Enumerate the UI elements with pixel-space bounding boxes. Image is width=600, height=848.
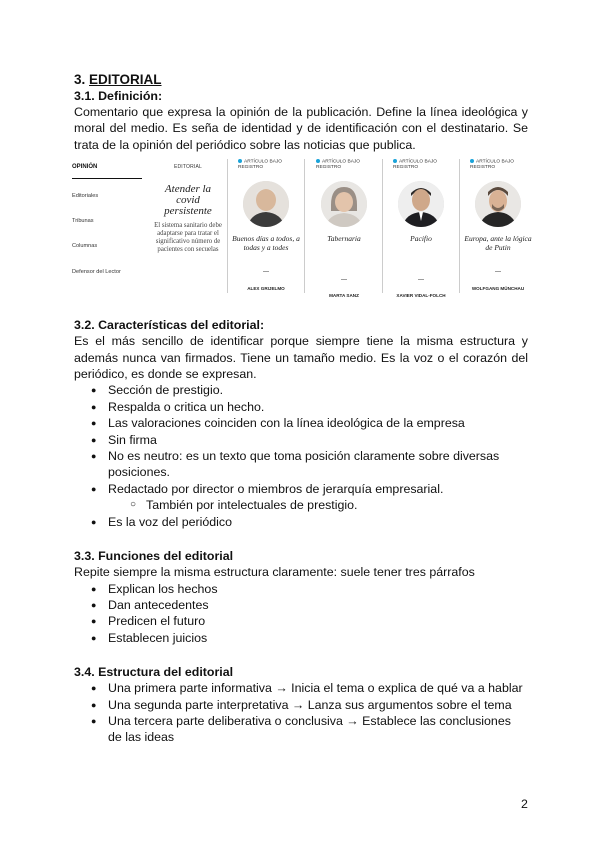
author-photo bbox=[475, 181, 521, 227]
list-item: ● Redactado por director o miembros de jerarquía empresarial. bbox=[108, 481, 528, 497]
list-item: ● Explican los hechos bbox=[108, 581, 528, 597]
list-item: ● Dan antecedentes bbox=[108, 597, 528, 613]
page-number: 2 bbox=[521, 797, 528, 811]
list-item: ● Una segunda parte interpretativa → Lanza sus argumentos sobre el tema bbox=[108, 697, 528, 713]
card-tag bbox=[308, 159, 380, 171]
dash-divider: — bbox=[418, 276, 424, 283]
caracteristicas-list bbox=[74, 382, 528, 497]
card-author: MARTA SANZ bbox=[329, 293, 359, 299]
editorial-headline: Atender la covid persistente bbox=[164, 182, 212, 217]
author-photo bbox=[321, 181, 367, 227]
card-tag bbox=[385, 159, 457, 171]
funciones-paragraph: Repite siempre la misma estructura claramente: suele tener tres párrafos bbox=[74, 565, 475, 580]
editorial-label: EDITORIAL bbox=[173, 164, 203, 171]
blue-dot-icon bbox=[316, 159, 320, 163]
subheading-funciones: 3.3. Funciones del editorial bbox=[74, 549, 234, 564]
opinion-menu-item: Editoriales bbox=[72, 192, 99, 199]
card-author: WOLFGANG MÜNCHAU bbox=[471, 285, 525, 291]
opinion-menu-item: Columnas bbox=[72, 243, 98, 250]
subheading-caracteristicas: 3.2. Características del editorial: bbox=[74, 318, 265, 333]
editorial-summary: El sistema sanitario debe adaptarse para tratar el significativo número de pacientes con secuelas bbox=[154, 221, 222, 253]
list-item: ● Una tercera parte deliberativa o conclusiva → Establece las conclusiones de las ideas bbox=[108, 713, 528, 746]
list-item: ● Sección de prestigio. bbox=[108, 382, 528, 398]
opinion-card bbox=[230, 159, 302, 297]
column-divider bbox=[227, 159, 228, 293]
opinion-card bbox=[462, 159, 534, 297]
caracteristicas-list-end bbox=[74, 514, 528, 530]
author-portrait-icon bbox=[398, 181, 444, 227]
dash-divider: — bbox=[495, 269, 501, 276]
card-tag-text: ARTÍCULO BAJO REGISTRO bbox=[238, 159, 283, 171]
opinion-card bbox=[385, 159, 457, 304]
list-item: ● No es neutro: es un texto que toma posición claramente sobre diversas posiciones. bbox=[108, 448, 528, 481]
definicion-paragraph: Comentario que expresa la opinión de la publicación. Define la línea ideológica y moral del medio. Es seña de identidad y de identificación con el destinatario. Se trata de la opinión del periódico sobre las noticias que publica. bbox=[74, 105, 528, 152]
spacer bbox=[74, 530, 528, 548]
dash-divider: — bbox=[263, 269, 269, 276]
opinion-menu-item: Tribunas bbox=[72, 218, 94, 225]
blue-dot-icon bbox=[393, 159, 397, 163]
sub-list-item: ○ También por intelectuales de prestigio. bbox=[146, 497, 528, 513]
column-divider bbox=[382, 159, 383, 293]
caracteristicas-paragraph: Es el más sencillo de identificar porque siempre tiene la misma estructura y además nunca van firmados. Tiene un tamaño medio. Es la voz o el corazón del periódico, es donde se expresan. bbox=[74, 334, 528, 382]
list-item: ● Respalda o critica un hecho. bbox=[108, 399, 528, 415]
card-headline: Tabernaria bbox=[327, 234, 361, 244]
list-item: ● Es la voz del periódico bbox=[108, 514, 528, 530]
card-tag bbox=[230, 159, 302, 171]
opinion-section-image bbox=[72, 159, 532, 299]
dash-divider: — bbox=[341, 276, 347, 283]
author-portrait-icon bbox=[475, 181, 521, 227]
section-title: EDITORIAL bbox=[89, 72, 162, 87]
card-tag-text: ARTÍCULO BAJO REGISTRO bbox=[470, 159, 515, 171]
column-divider bbox=[459, 159, 460, 293]
blue-dot-icon bbox=[238, 159, 242, 163]
subheading-definicion: 3.1. Definición: bbox=[74, 89, 163, 103]
list-item: ● Predicen el futuro bbox=[108, 613, 528, 629]
section-number: 3. bbox=[74, 72, 90, 87]
card-headline: Europa, ante la lógica de Putin bbox=[464, 234, 532, 252]
card-tag-text: ARTÍCULO BAJO REGISTRO bbox=[316, 159, 361, 171]
spacer bbox=[74, 646, 528, 664]
column-divider bbox=[304, 159, 305, 293]
card-tag bbox=[462, 159, 534, 171]
author-portrait-icon bbox=[321, 181, 367, 227]
subheading-estructura: 3.4. Estructura del editorial bbox=[74, 665, 234, 680]
card-author: XAVIER VIDAL-FOLCH bbox=[396, 293, 446, 299]
card-headline: Pacifio bbox=[410, 234, 432, 244]
opinion-menu-title: OPINIÓN bbox=[72, 159, 142, 178]
funciones-list bbox=[74, 581, 528, 647]
card-headline: Buenos días a todos, a todas y a todes bbox=[232, 234, 300, 252]
caracteristicas-sublist bbox=[74, 497, 528, 513]
author-photo bbox=[398, 181, 444, 227]
list-item: ● Establecen juicios bbox=[108, 630, 528, 646]
blue-dot-icon bbox=[470, 159, 474, 163]
list-item: ● Una primera parte informativa → Inicia el tema o explica de qué va a hablar bbox=[108, 680, 528, 696]
page-content bbox=[72, 72, 532, 746]
opinion-menu bbox=[72, 159, 146, 280]
card-author: ALEX GRIJELMO bbox=[247, 285, 285, 291]
spacer bbox=[74, 297, 528, 317]
author-portrait-icon bbox=[243, 181, 289, 227]
list-item: ● Las valoraciones coinciden con la línea ideológica de la empresa bbox=[108, 415, 528, 431]
author-photo bbox=[243, 181, 289, 227]
card-tag-text: ARTÍCULO BAJO REGISTRO bbox=[393, 159, 438, 171]
opinion-card bbox=[308, 159, 380, 304]
opinion-menu-item: Defensor del Lector bbox=[72, 268, 121, 275]
estructura-list bbox=[74, 680, 528, 746]
section-heading-editorial bbox=[74, 72, 528, 88]
editorial-column bbox=[152, 159, 224, 253]
list-item: ● Sin firma bbox=[108, 432, 528, 448]
